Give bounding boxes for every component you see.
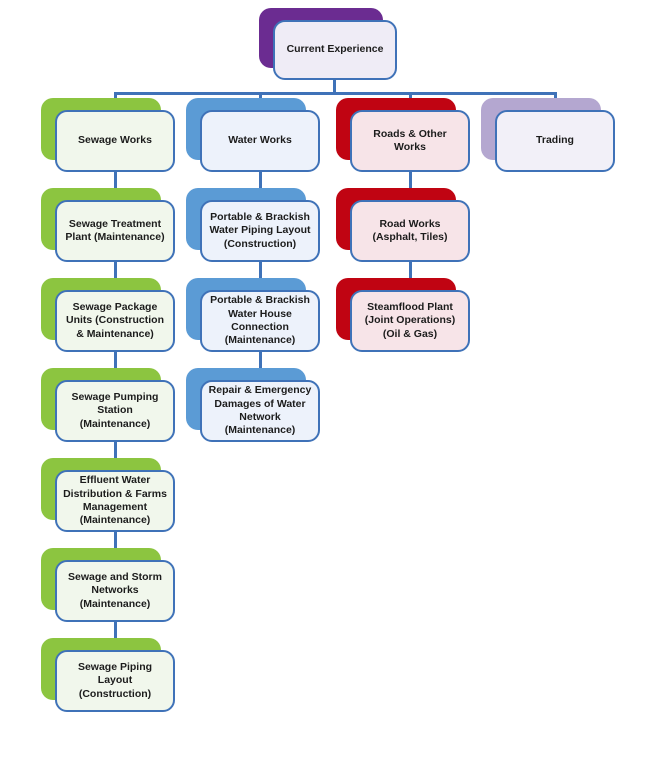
- node-face: [200, 200, 320, 262]
- node-face: [55, 650, 175, 712]
- node-face: [55, 470, 175, 532]
- node-steamflood-plant: [350, 290, 470, 352]
- node-face: [350, 200, 470, 262]
- node-label: Sewage Piping Layout (Construction): [77, 660, 153, 700]
- node-sewage-treatment-plant: [55, 200, 175, 262]
- node-water-piping-layout: [200, 200, 320, 262]
- node-face: [200, 380, 320, 442]
- node-label: Water Works: [228, 134, 292, 147]
- node-face: [55, 200, 175, 262]
- node-label: Roads & Other Works: [373, 127, 447, 153]
- node-label: Sewage and Storm Networks (Maintenance): [68, 570, 162, 610]
- node-sewage-pumping-station: [55, 380, 175, 442]
- node-face: [273, 20, 397, 80]
- node-label: Trading: [536, 134, 574, 147]
- node-label: Sewage Works: [78, 134, 152, 147]
- node-label: Effluent Water Distribution & Farms Management (Maintenance): [63, 474, 167, 527]
- node-face: [55, 110, 175, 172]
- node-face: [55, 560, 175, 622]
- node-current-experience: [273, 20, 397, 80]
- node-roads-other-works: [350, 110, 470, 172]
- node-label: Road Works (Asphalt, Tiles): [372, 217, 448, 243]
- node-water-network-repair: [200, 380, 320, 442]
- node-label: Sewage Package Units (Construction & Maintenance): [66, 300, 164, 340]
- node-sewage-piping-layout: [55, 650, 175, 712]
- node-label: Sewage Treatment Plant (Maintenance): [65, 217, 165, 243]
- node-trading: [495, 110, 615, 172]
- node-sewage-works: [55, 110, 175, 172]
- connector-bus: [114, 92, 557, 95]
- node-face: [350, 110, 470, 172]
- node-label: Current Experience: [286, 43, 384, 56]
- node-effluent-water-distribution: [55, 470, 175, 532]
- node-face: [55, 380, 175, 442]
- node-sewage-package-units: [55, 290, 175, 352]
- node-label: Portable & Brackish Water Piping Layout (Construction): [209, 210, 311, 250]
- node-water-house-connection: [200, 290, 320, 352]
- node-face: [200, 290, 320, 352]
- node-face: [200, 110, 320, 172]
- node-face: [495, 110, 615, 172]
- node-label: Repair & Emergency Damages of Water Network (Maintenance): [208, 384, 312, 437]
- node-face: [55, 290, 175, 352]
- node-water-works: [200, 110, 320, 172]
- node-sewage-storm-networks: [55, 560, 175, 622]
- node-road-works: [350, 200, 470, 262]
- node-label: Sewage Pumping Station (Maintenance): [71, 390, 159, 430]
- node-label: Steamflood Plant (Joint Operations) (Oil & Gas): [364, 300, 456, 340]
- node-face: [350, 290, 470, 352]
- node-label: Portable & Brackish Water House Connection (Maintenance): [210, 294, 310, 347]
